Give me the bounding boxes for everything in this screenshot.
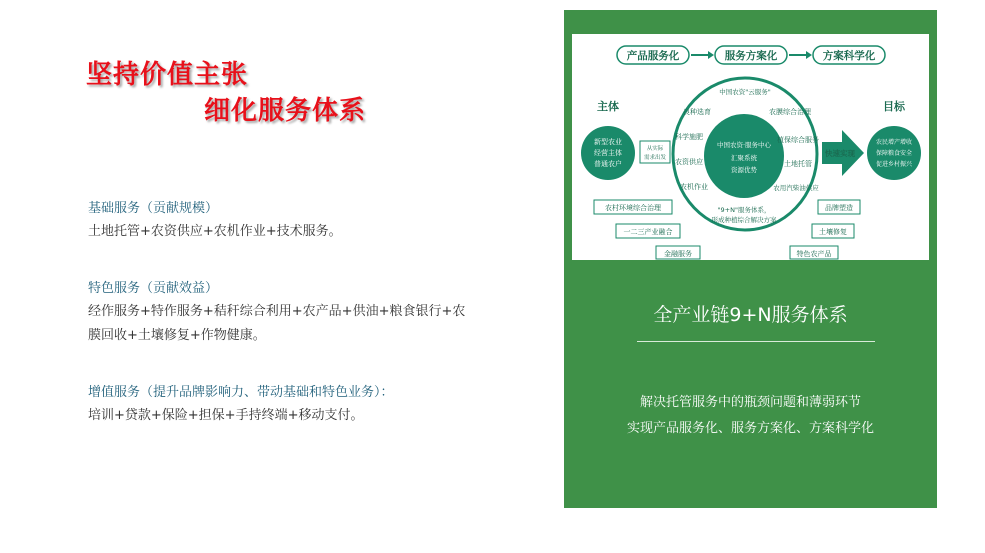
ring-item-right-3: 土地托管 (784, 160, 812, 168)
left-circle-line-2: 经营主体 (594, 149, 622, 157)
right-box-1: 品牌塑造 (825, 204, 853, 212)
bottom-note-line-2: 形成种植综合解决方案 (711, 216, 777, 224)
ring-item-right-4: 农用汽柴油供应 (773, 184, 819, 192)
service-system-diagram (572, 34, 929, 260)
arrow-label: 快速实现 (825, 149, 855, 158)
top-steps (617, 46, 885, 64)
ring-item-left-2: 科学施肥 (675, 133, 703, 141)
panel-divider (637, 341, 875, 342)
ring-item-left-3: 农资供应 (675, 158, 703, 166)
left-box-3: 金融服务 (664, 250, 692, 258)
left-tag-line-2: 需求出发 (643, 155, 667, 161)
left-tag-line-1: 从实际 (646, 146, 664, 152)
right-circle-line-3: 促进乡村振兴 (875, 161, 913, 168)
center-line-2: 汇聚系统 (731, 154, 757, 162)
heading-line-2: 细化服务体系 (204, 96, 367, 126)
ring-item-right-2: 植保综合服务 (777, 136, 819, 144)
bottom-note-line-1: "9+N"服务体系， (717, 206, 771, 214)
center-line-1: 中国农资·服务中心 (716, 141, 772, 149)
step-3: 方案科学化 (822, 50, 876, 62)
heading-line-1: 坚持价值主张 (86, 60, 249, 90)
left-box-1: 农村环境综合治理 (605, 204, 661, 212)
right-box-2: 土壤修复 (819, 228, 847, 236)
section-special-body: 经作服务+特作服务+秸秆综合利用+农产品+供油+粮食银行+农膜回收+土壤修复+作物健康。 (88, 304, 466, 343)
left-circle-line-1: 新型农业 (594, 138, 622, 146)
ring-item-left-4: 农机作业 (680, 183, 708, 191)
left-label: 主体 (597, 100, 619, 113)
panel-title: 全产业链9+N服务体系 (653, 304, 848, 326)
step-1: 产品服务化 (626, 50, 680, 62)
left-circle-line-3: 普通农户 (594, 160, 622, 168)
diagram-svg (572, 34, 929, 260)
section-value-added-body: 培训+贷款+保险+担保+手持终端+移动支付。 (88, 408, 364, 423)
right-circle-line-1: 农民增产增收 (875, 139, 913, 146)
section-basic-title: 基础服务（贡献规模） (88, 201, 219, 216)
ring-top-label: 中国农资"云服务" (719, 88, 771, 96)
panel-text-line-1: 解决托管服务中的瓶颈问题和薄弱环节 (639, 395, 861, 410)
panel-text-line-2: 实现产品服务化、服务方案化、方案科学化 (626, 421, 874, 436)
center-line-3: 资源优势 (731, 166, 757, 174)
right-circle-line-2: 保障粮食安全 (875, 150, 913, 157)
service-system-panel (564, 10, 937, 508)
step-2: 服务方案化 (724, 50, 778, 62)
right-label: 目标 (883, 100, 905, 113)
left-box-2: 一二三产业融合 (623, 228, 673, 236)
section-special-title: 特色服务（贡献效益） (88, 281, 219, 296)
right-box-3: 特色农产品 (796, 250, 832, 258)
ring-item-left-1: 良种选育 (683, 108, 711, 116)
ring-item-right-1: 农膜综合治理 (769, 108, 811, 116)
section-value-added-title: 增值服务（提升品牌影响力、带动基础和特色业务）： (88, 385, 394, 400)
section-basic-body: 土地托管+农资供应+农机作业+技术服务。 (88, 224, 342, 239)
